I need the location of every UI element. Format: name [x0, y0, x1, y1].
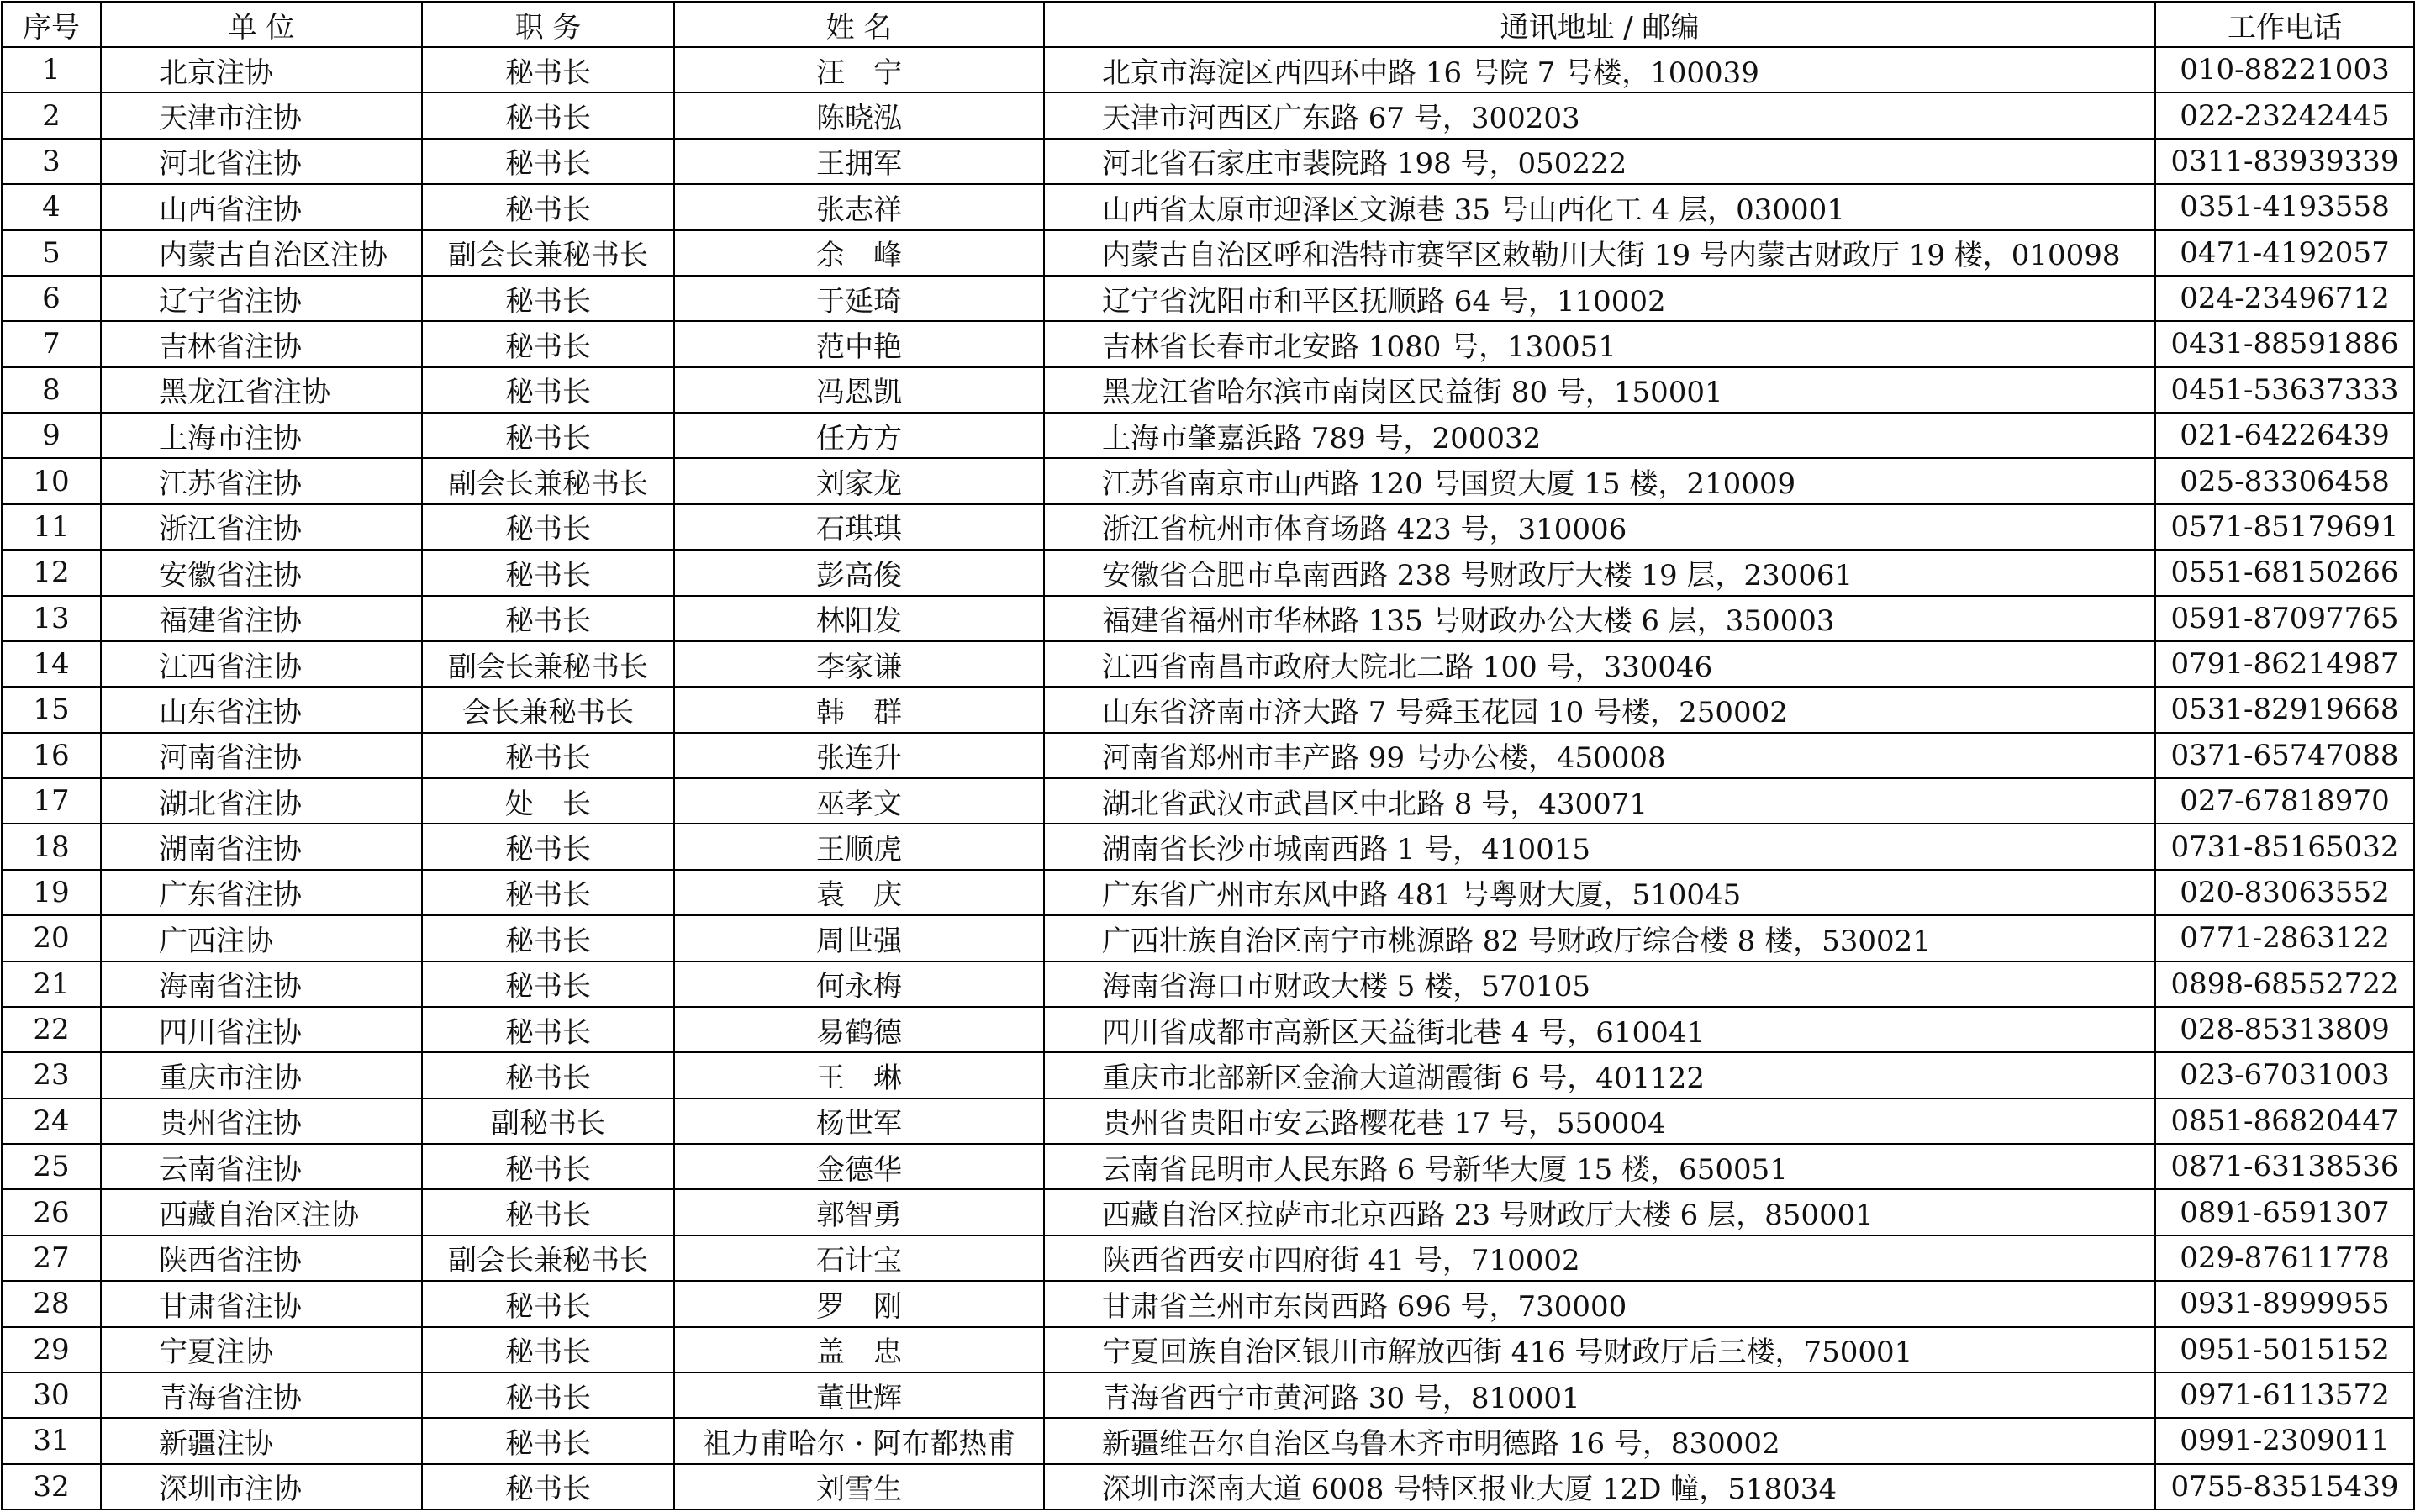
- cell-phone: 024-23496712: [2155, 276, 2414, 321]
- cell-role: 秘书长: [422, 915, 674, 961]
- cell-address: 云南省昆明市人民东路 6 号新华大厦 15 楼，650051: [1044, 1144, 2155, 1189]
- cell-unit: 河北省注协: [101, 139, 422, 184]
- cell-name: 罗 刚: [674, 1281, 1044, 1326]
- cell-role: 秘书长: [422, 961, 674, 1007]
- table-row: [2, 1327, 2414, 1372]
- cell-address: 宁夏回族自治区银川市解放西街 416 号财政厅后三楼，750001: [1044, 1327, 2155, 1372]
- cell-unit: 内蒙古自治区注协: [101, 230, 422, 276]
- cell-name: 陈晓泓: [674, 92, 1044, 138]
- cell-role: 秘书长: [422, 1052, 674, 1098]
- cell-name: 余 峰: [674, 230, 1044, 276]
- cell-phone: 0731-85165032: [2155, 824, 2414, 869]
- cell-address: 黑龙江省哈尔滨市南岗区民益街 80 号，150001: [1044, 367, 2155, 413]
- cell-role: 秘书长: [422, 1189, 674, 1235]
- cell-seq: 16: [2, 733, 101, 778]
- cell-seq: 22: [2, 1007, 101, 1052]
- cell-seq: 29: [2, 1327, 101, 1372]
- table-row: [2, 1281, 2414, 1326]
- cell-phone: 0531-82919668: [2155, 687, 2414, 732]
- cell-phone: 0951-5015152: [2155, 1327, 2414, 1372]
- cell-phone: 0451-53637333: [2155, 367, 2414, 413]
- cell-role: 秘书长: [422, 824, 674, 869]
- cell-address: 河南省郑州市丰产路 99 号办公楼，450008: [1044, 733, 2155, 778]
- cell-role: 秘书长: [422, 47, 674, 92]
- table-row: [2, 276, 2414, 321]
- header-row: [2, 2, 2414, 47]
- cell-name: 盖 忠: [674, 1327, 1044, 1372]
- cell-phone: 0571-85179691: [2155, 504, 2414, 550]
- cell-phone: 0371-65747088: [2155, 733, 2414, 778]
- cell-name: 石琪琪: [674, 504, 1044, 550]
- cell-name: 王 琳: [674, 1052, 1044, 1098]
- cell-seq: 28: [2, 1281, 101, 1326]
- cell-address: 福建省福州市华林路 135 号财政办公大楼 6 层，350003: [1044, 596, 2155, 641]
- cell-unit: 福建省注协: [101, 596, 422, 641]
- header-phone: 工作电话: [2155, 2, 2414, 47]
- cell-unit: 安徽省注协: [101, 550, 422, 595]
- table-row: [2, 1052, 2414, 1098]
- cell-seq: 11: [2, 504, 101, 550]
- cell-seq: 23: [2, 1052, 101, 1098]
- cell-seq: 25: [2, 1144, 101, 1189]
- cell-unit: 新疆注协: [101, 1418, 422, 1463]
- cell-address: 湖北省武汉市武昌区中北路 8 号，430071: [1044, 778, 2155, 824]
- cell-seq: 6: [2, 276, 101, 321]
- table-row: [2, 915, 2414, 961]
- cell-phone: 022-23242445: [2155, 92, 2414, 138]
- cell-unit: 海南省注协: [101, 961, 422, 1007]
- table-row: [2, 458, 2414, 503]
- cell-phone: 0771-2863122: [2155, 915, 2414, 961]
- cell-phone: 0791-86214987: [2155, 641, 2414, 687]
- cell-seq: 20: [2, 915, 101, 961]
- cell-name: 郭智勇: [674, 1189, 1044, 1235]
- cell-phone: 023-67031003: [2155, 1052, 2414, 1098]
- cell-name: 金德华: [674, 1144, 1044, 1189]
- cell-name: 周世强: [674, 915, 1044, 961]
- cell-address: 贵州省贵阳市安云路樱花巷 17 号，550004: [1044, 1098, 2155, 1144]
- cell-role: 处 长: [422, 778, 674, 824]
- cell-phone: 027-67818970: [2155, 778, 2414, 824]
- cell-seq: 19: [2, 870, 101, 915]
- table-row: [2, 961, 2414, 1007]
- cell-unit: 四川省注协: [101, 1007, 422, 1052]
- cell-phone: 0551-68150266: [2155, 550, 2414, 595]
- table-row: [2, 504, 2414, 550]
- cell-role: 秘书长: [422, 139, 674, 184]
- cell-phone: 0311-83939339: [2155, 139, 2414, 184]
- cell-role: 秘书长: [422, 1281, 674, 1326]
- table-row: [2, 1372, 2414, 1418]
- table-row: [2, 824, 2414, 869]
- cell-address: 广西壮族自治区南宁市桃源路 82 号财政厅综合楼 8 楼，530021: [1044, 915, 2155, 961]
- cell-role: 副秘书长: [422, 1098, 674, 1144]
- table-row: [2, 1464, 2414, 1509]
- cell-address: 西藏自治区拉萨市北京西路 23 号财政厅大楼 6 层，850001: [1044, 1189, 2155, 1235]
- cell-seq: 1: [2, 47, 101, 92]
- cell-name: 张志祥: [674, 184, 1044, 229]
- cell-address: 青海省西宁市黄河路 30 号，810001: [1044, 1372, 2155, 1418]
- cell-unit: 陕西省注协: [101, 1235, 422, 1281]
- cell-unit: 山东省注协: [101, 687, 422, 732]
- cell-role: 秘书长: [422, 550, 674, 595]
- cell-unit: 江西省注协: [101, 641, 422, 687]
- cell-name: 石计宝: [674, 1235, 1044, 1281]
- cell-address: 四川省成都市高新区天益街北巷 4 号，610041: [1044, 1007, 2155, 1052]
- cell-name: 汪 宁: [674, 47, 1044, 92]
- cell-role: 秘书长: [422, 92, 674, 138]
- cell-address: 重庆市北部新区金渝大道湖霞街 6 号，401122: [1044, 1052, 2155, 1098]
- table-row: [2, 184, 2414, 229]
- table-row: [2, 47, 2414, 92]
- cell-seq: 9: [2, 413, 101, 458]
- cell-address: 吉林省长春市北安路 1080 号，130051: [1044, 321, 2155, 366]
- table-row: [2, 413, 2414, 458]
- cell-address: 深圳市深南大道 6008 号特区报业大厦 12D 幢，518034: [1044, 1464, 2155, 1509]
- cell-role: 秘书长: [422, 413, 674, 458]
- table-row: [2, 1189, 2414, 1235]
- header-unit: 单 位: [101, 2, 422, 47]
- cell-phone: 021-64226439: [2155, 413, 2414, 458]
- cell-role: 秘书长: [422, 1327, 674, 1372]
- cell-unit: 湖北省注协: [101, 778, 422, 824]
- cell-phone: 0591-87097765: [2155, 596, 2414, 641]
- table-row: [2, 1235, 2414, 1281]
- cell-role: 副会长兼秘书长: [422, 458, 674, 503]
- cell-role: 副会长兼秘书长: [422, 641, 674, 687]
- table-row: [2, 550, 2414, 595]
- cell-role: 秘书长: [422, 504, 674, 550]
- cell-address: 北京市海淀区西四环中路 16 号院 7 号楼，100039: [1044, 47, 2155, 92]
- cell-name: 林阳发: [674, 596, 1044, 641]
- cell-role: 秘书长: [422, 733, 674, 778]
- cell-name: 刘家龙: [674, 458, 1044, 503]
- cell-seq: 13: [2, 596, 101, 641]
- cell-seq: 26: [2, 1189, 101, 1235]
- cell-address: 江西省南昌市政府大院北二路 100 号，330046: [1044, 641, 2155, 687]
- cell-unit: 黑龙江省注协: [101, 367, 422, 413]
- cell-name: 范中艳: [674, 321, 1044, 366]
- cell-role: 秘书长: [422, 596, 674, 641]
- table-row: [2, 139, 2414, 184]
- cell-unit: 广西注协: [101, 915, 422, 961]
- cell-seq: 12: [2, 550, 101, 595]
- cell-address: 上海市肇嘉浜路 789 号，200032: [1044, 413, 2155, 458]
- cell-name: 王顺虎: [674, 824, 1044, 869]
- table-row: [2, 778, 2414, 824]
- cell-seq: 24: [2, 1098, 101, 1144]
- cell-seq: 18: [2, 824, 101, 869]
- cell-name: 易鹤德: [674, 1007, 1044, 1052]
- table-row: [2, 1007, 2414, 1052]
- contact-table: [1, 1, 2415, 1510]
- cell-address: 山东省济南市济大路 7 号舜玉花园 10 号楼，250002: [1044, 687, 2155, 732]
- cell-seq: 7: [2, 321, 101, 366]
- cell-address: 内蒙古自治区呼和浩特市赛罕区敕勒川大街 19 号内蒙古财政厅 19 楼，010098: [1044, 230, 2155, 276]
- cell-role: 会长兼秘书长: [422, 687, 674, 732]
- cell-name: 杨世军: [674, 1098, 1044, 1144]
- cell-seq: 5: [2, 230, 101, 276]
- cell-role: 秘书长: [422, 1418, 674, 1463]
- header-address: 通讯地址 / 邮编: [1044, 2, 2155, 47]
- cell-unit: 北京注协: [101, 47, 422, 92]
- cell-phone: 0871-63138536: [2155, 1144, 2414, 1189]
- cell-name: 何永梅: [674, 961, 1044, 1007]
- table-row: [2, 230, 2414, 276]
- cell-role: 秘书长: [422, 367, 674, 413]
- cell-unit: 西藏自治区注协: [101, 1189, 422, 1235]
- table-row: [2, 321, 2414, 366]
- cell-phone: 0991-2309011: [2155, 1418, 2414, 1463]
- cell-name: 冯恩凯: [674, 367, 1044, 413]
- cell-seq: 3: [2, 139, 101, 184]
- cell-role: 秘书长: [422, 1464, 674, 1509]
- cell-seq: 15: [2, 687, 101, 732]
- cell-unit: 湖南省注协: [101, 824, 422, 869]
- cell-unit: 江苏省注协: [101, 458, 422, 503]
- cell-phone: 029-87611778: [2155, 1235, 2414, 1281]
- cell-address: 陕西省西安市四府街 41 号，710002: [1044, 1235, 2155, 1281]
- cell-address: 河北省石家庄市裴院路 198 号，050222: [1044, 139, 2155, 184]
- cell-name: 韩 群: [674, 687, 1044, 732]
- cell-role: 秘书长: [422, 1144, 674, 1189]
- cell-unit: 甘肃省注协: [101, 1281, 422, 1326]
- header-seq: 序号: [2, 2, 101, 47]
- table-row: [2, 92, 2414, 138]
- table-row: [2, 687, 2414, 732]
- cell-unit: 河南省注协: [101, 733, 422, 778]
- cell-role: 秘书长: [422, 321, 674, 366]
- cell-name: 祖力甫哈尔 · 阿布都热甫: [674, 1418, 1044, 1463]
- cell-seq: 17: [2, 778, 101, 824]
- cell-name: 袁 庆: [674, 870, 1044, 915]
- cell-address: 天津市河西区广东路 67 号，300203: [1044, 92, 2155, 138]
- cell-phone: 020-83063552: [2155, 870, 2414, 915]
- cell-name: 彭高俊: [674, 550, 1044, 595]
- cell-address: 浙江省杭州市体育场路 423 号，310006: [1044, 504, 2155, 550]
- cell-phone: 028-85313809: [2155, 1007, 2414, 1052]
- cell-name: 王拥军: [674, 139, 1044, 184]
- cell-phone: 0755-83515439: [2155, 1464, 2414, 1509]
- cell-seq: 14: [2, 641, 101, 687]
- table-row: [2, 596, 2414, 641]
- cell-role: 副会长兼秘书长: [422, 1235, 674, 1281]
- cell-address: 海南省海口市财政大楼 5 楼，570105: [1044, 961, 2155, 1007]
- cell-seq: 2: [2, 92, 101, 138]
- cell-address: 山西省太原市迎泽区文源巷 35 号山西化工 4 层，030001: [1044, 184, 2155, 229]
- cell-address: 湖南省长沙市城南西路 1 号，410015: [1044, 824, 2155, 869]
- cell-seq: 10: [2, 458, 101, 503]
- cell-unit: 云南省注协: [101, 1144, 422, 1189]
- cell-name: 巫孝文: [674, 778, 1044, 824]
- cell-seq: 21: [2, 961, 101, 1007]
- cell-name: 张连升: [674, 733, 1044, 778]
- cell-phone: 0931-8999955: [2155, 1281, 2414, 1326]
- cell-unit: 重庆市注协: [101, 1052, 422, 1098]
- cell-role: 秘书长: [422, 870, 674, 915]
- cell-unit: 吉林省注协: [101, 321, 422, 366]
- cell-phone: 0891-6591307: [2155, 1189, 2414, 1235]
- cell-phone: 0351-4193558: [2155, 184, 2414, 229]
- cell-phone: 010-88221003: [2155, 47, 2414, 92]
- cell-address: 新疆维吾尔自治区乌鲁木齐市明德路 16 号，830002: [1044, 1418, 2155, 1463]
- cell-name: 李家谦: [674, 641, 1044, 687]
- cell-role: 秘书长: [422, 276, 674, 321]
- cell-unit: 山西省注协: [101, 184, 422, 229]
- cell-role: 秘书长: [422, 184, 674, 229]
- cell-phone: 0851-86820447: [2155, 1098, 2414, 1144]
- cell-role: 副会长兼秘书长: [422, 230, 674, 276]
- cell-seq: 27: [2, 1235, 101, 1281]
- cell-address: 辽宁省沈阳市和平区抚顺路 64 号，110002: [1044, 276, 2155, 321]
- table-row: [2, 733, 2414, 778]
- cell-phone: 0431-88591886: [2155, 321, 2414, 366]
- cell-role: 秘书长: [422, 1372, 674, 1418]
- cell-unit: 青海省注协: [101, 1372, 422, 1418]
- cell-unit: 贵州省注协: [101, 1098, 422, 1144]
- cell-name: 刘雪生: [674, 1464, 1044, 1509]
- cell-seq: 30: [2, 1372, 101, 1418]
- cell-seq: 31: [2, 1418, 101, 1463]
- table-row: [2, 1144, 2414, 1189]
- cell-phone: 0471-4192057: [2155, 230, 2414, 276]
- table-row: [2, 367, 2414, 413]
- cell-unit: 浙江省注协: [101, 504, 422, 550]
- table-body: [2, 47, 2414, 1509]
- cell-seq: 8: [2, 367, 101, 413]
- cell-seq: 32: [2, 1464, 101, 1509]
- cell-unit: 上海市注协: [101, 413, 422, 458]
- cell-unit: 广东省注协: [101, 870, 422, 915]
- header-name: 姓 名: [674, 2, 1044, 47]
- cell-unit: 宁夏注协: [101, 1327, 422, 1372]
- cell-name: 董世辉: [674, 1372, 1044, 1418]
- cell-address: 甘肃省兰州市东岗西路 696 号，730000: [1044, 1281, 2155, 1326]
- table-row: [2, 1098, 2414, 1144]
- cell-unit: 辽宁省注协: [101, 276, 422, 321]
- table-row: [2, 1418, 2414, 1463]
- cell-phone: 0971-6113572: [2155, 1372, 2414, 1418]
- cell-name: 于延琦: [674, 276, 1044, 321]
- cell-role: 秘书长: [422, 1007, 674, 1052]
- cell-unit: 天津市注协: [101, 92, 422, 138]
- cell-address: 江苏省南京市山西路 120 号国贸大厦 15 楼，210009: [1044, 458, 2155, 503]
- header-role: 职 务: [422, 2, 674, 47]
- cell-name: 任方方: [674, 413, 1044, 458]
- cell-seq: 4: [2, 184, 101, 229]
- cell-address: 广东省广州市东风中路 481 号粤财大厦，510045: [1044, 870, 2155, 915]
- table-row: [2, 641, 2414, 687]
- cell-phone: 0898-68552722: [2155, 961, 2414, 1007]
- cell-phone: 025-83306458: [2155, 458, 2414, 503]
- cell-address: 安徽省合肥市阜南西路 238 号财政厅大楼 19 层，230061: [1044, 550, 2155, 595]
- table-row: [2, 870, 2414, 915]
- cell-unit: 深圳市注协: [101, 1464, 422, 1509]
